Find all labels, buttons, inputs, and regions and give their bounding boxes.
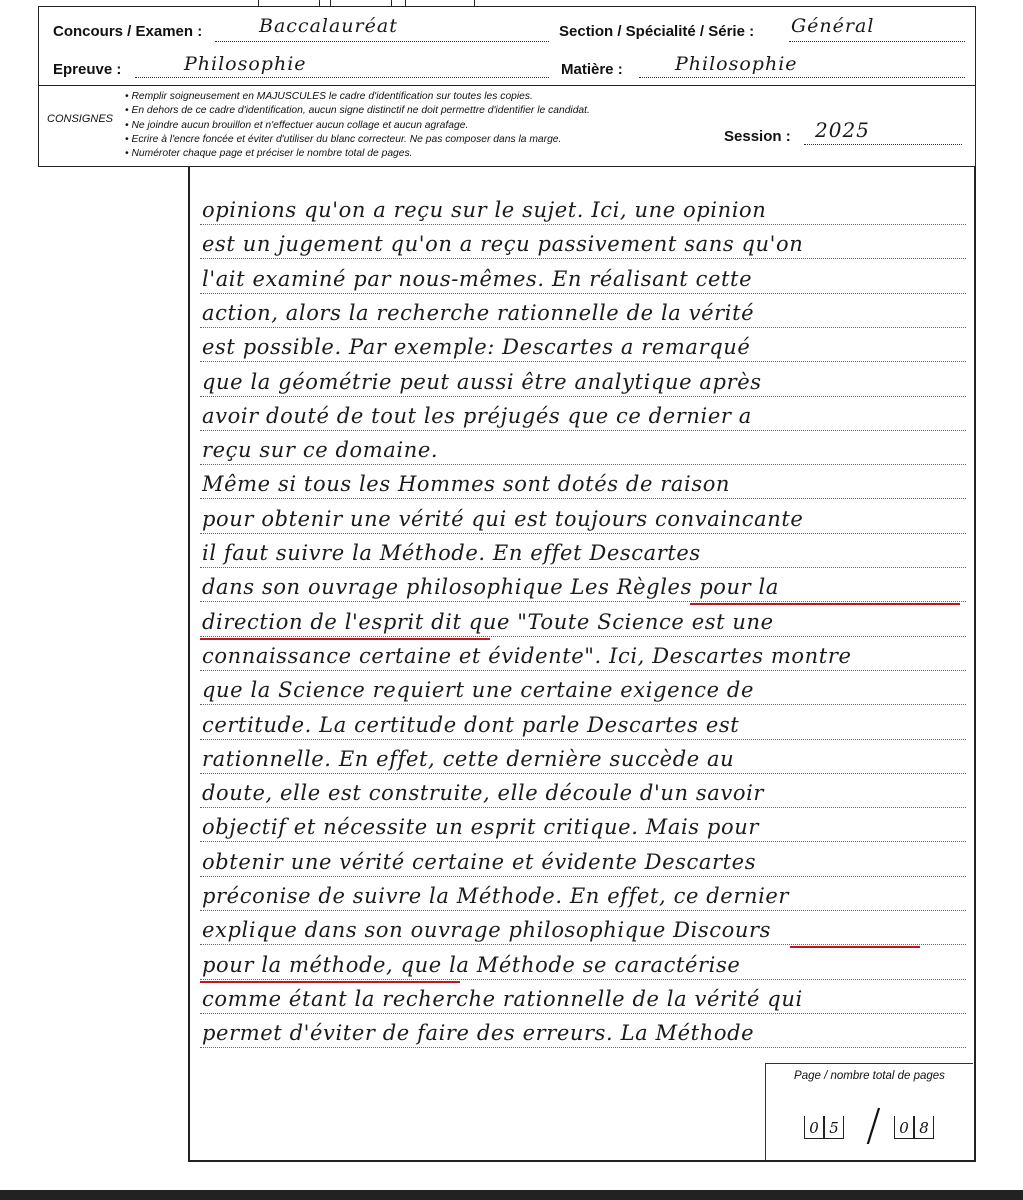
- handwritten-line: comme étant la recherche rationnelle de la vérité qui: [202, 986, 803, 1011]
- handwritten-line: il faut suivre la Méthode. En effet Descartes: [202, 541, 701, 565]
- ruled-line: [200, 670, 966, 671]
- page-digit: 5: [824, 1116, 844, 1139]
- matiere-value: Philosophie: [675, 53, 798, 75]
- consigne-item: • Remplir soigneusement en MAJUSCULES le cadre d'identification sur toutes les copies.: [125, 90, 590, 104]
- total-digit: 8: [914, 1116, 934, 1139]
- page-digit: 0: [804, 1116, 824, 1139]
- ruled-line: [200, 327, 966, 328]
- handwritten-line: que la géométrie peut aussi être analytique après: [202, 369, 762, 394]
- ruled-line: [200, 258, 966, 259]
- bottom-edge: [0, 1190, 1023, 1200]
- ruled-line: [200, 293, 966, 294]
- handwritten-line: dans son ouvrage philosophique Les Règles pour la: [202, 575, 779, 600]
- ruled-line: [200, 533, 966, 534]
- consigne-item: • Numéroter chaque page et préciser le nombre total de pages.: [125, 147, 590, 161]
- handwritten-line: rationnelle. En effet, cette dernière succède au: [202, 746, 735, 771]
- consignes-title: CONSIGNES: [47, 113, 114, 125]
- handwritten-line: opinions qu'on a reçu sur le sujet. Ici, une opinion: [202, 198, 767, 222]
- red-underline: [790, 946, 920, 948]
- matiere-dots: [639, 77, 965, 78]
- handwritten-line: Même si tous les Hommes sont dotés de raison: [202, 472, 731, 497]
- consigne-item: • Ne joindre aucun brouillon et n'effectuer aucun collage et aucun agrafage.: [125, 119, 590, 133]
- ruled-line: [200, 1013, 966, 1014]
- ruled-line: [200, 944, 966, 945]
- ruled-line: [200, 601, 966, 602]
- ruled-line: [200, 636, 966, 637]
- handwritten-line: l'ait examiné par nous-mêmes. En réalisant cette: [202, 266, 753, 291]
- ruled-line: [200, 979, 966, 980]
- handwritten-line: pour la méthode, que la Méthode se caractérise: [202, 952, 741, 977]
- handwritten-line: avoir douté de tout les préjugés que ce dernier a: [202, 403, 752, 428]
- consigne-item: • En dehors de ce cadre d'identification, aucun signe distinctif ne doit permettre d'identifier le candidat.: [125, 104, 590, 118]
- concours-dots: [215, 41, 549, 42]
- epreuve-value: Philosophie: [184, 53, 307, 75]
- handwritten-line: permet d'éviter de faire des erreurs. La Méthode: [202, 1021, 755, 1046]
- handwritten-line: que la Science requiert une certaine exigence de: [202, 678, 754, 703]
- red-underline: [200, 981, 460, 983]
- total-digit: 0: [894, 1116, 914, 1139]
- red-underline: [690, 603, 960, 605]
- identification-header: [38, 6, 976, 86]
- session-label: Session :: [724, 128, 791, 145]
- handwritten-line: certitude. La certitude dont parle Descartes est: [202, 712, 740, 737]
- concours-label: Concours / Examen :: [53, 23, 203, 40]
- handwritten-line: pour obtenir une vérité qui est toujours convaincante: [202, 506, 804, 531]
- session-dots: [804, 144, 962, 145]
- handwritten-line: reçu sur ce domaine.: [202, 438, 439, 463]
- ruled-line: [200, 464, 966, 465]
- ruled-line: [200, 773, 966, 774]
- section-label: Section / Spécialité / Série :: [559, 23, 755, 40]
- handwritten-line: est possible. Par exemple: Descartes a remarqué: [202, 335, 751, 360]
- consignes-list: [125, 90, 590, 161]
- page-counter-label: Page / nombre total de pages: [794, 1070, 945, 1082]
- section-dots: [789, 41, 965, 42]
- consigne-item: • Ecrire à l'encre foncée et éviter d'utiliser du blanc correcteur. Ne pas composer dans la marge.: [125, 133, 590, 147]
- handwritten-line: objectif et nécessite un esprit critique. Mais pour: [202, 815, 759, 840]
- ruled-line: [200, 910, 966, 911]
- consignes-box: [38, 86, 976, 167]
- page-counter-box: [765, 1063, 973, 1161]
- ruled-line: [200, 841, 966, 842]
- ruled-line: [200, 1047, 966, 1048]
- handwritten-line: est un jugement qu'on a reçu passivement sans qu'on: [202, 232, 804, 257]
- section-value: Général: [791, 15, 875, 37]
- session-value: 2025: [815, 118, 870, 142]
- concours-value: Baccalauréat: [259, 15, 398, 37]
- ruled-line: [200, 498, 966, 499]
- red-underline: [200, 638, 490, 640]
- handwritten-line: préconise de suivre la Méthode. En effet, ce dernier: [202, 884, 790, 908]
- epreuve-dots: [135, 77, 549, 78]
- ruled-line: [200, 876, 966, 877]
- handwritten-line: direction de l'esprit dit que "Toute Science est une: [202, 609, 774, 634]
- epreuve-label: Epreuve :: [53, 61, 122, 78]
- handwritten-line: obtenir une vérité certaine et évidente Descartes: [202, 849, 757, 874]
- ruled-line: [200, 430, 966, 431]
- handwritten-line: connaissance certaine et évidente". Ici, Descartes montre: [202, 643, 852, 668]
- ruled-line: [200, 704, 966, 705]
- ruled-line: [200, 807, 966, 808]
- handwritten-line: action, alors la recherche rationnelle de la vérité: [202, 300, 755, 325]
- ruled-line: [200, 396, 966, 397]
- ruled-line: [200, 567, 966, 568]
- matiere-label: Matière :: [561, 61, 623, 78]
- handwritten-line: explique dans son ouvrage philosophique Discours: [202, 918, 772, 943]
- handwritten-line: doute, elle est construite, elle découle d'un savoir: [202, 781, 765, 806]
- ruled-line: [200, 739, 966, 740]
- slash-separator: /: [866, 1100, 881, 1151]
- answer-sheet: [188, 166, 976, 1162]
- ruled-line: [200, 361, 966, 362]
- ruled-line: [200, 224, 966, 225]
